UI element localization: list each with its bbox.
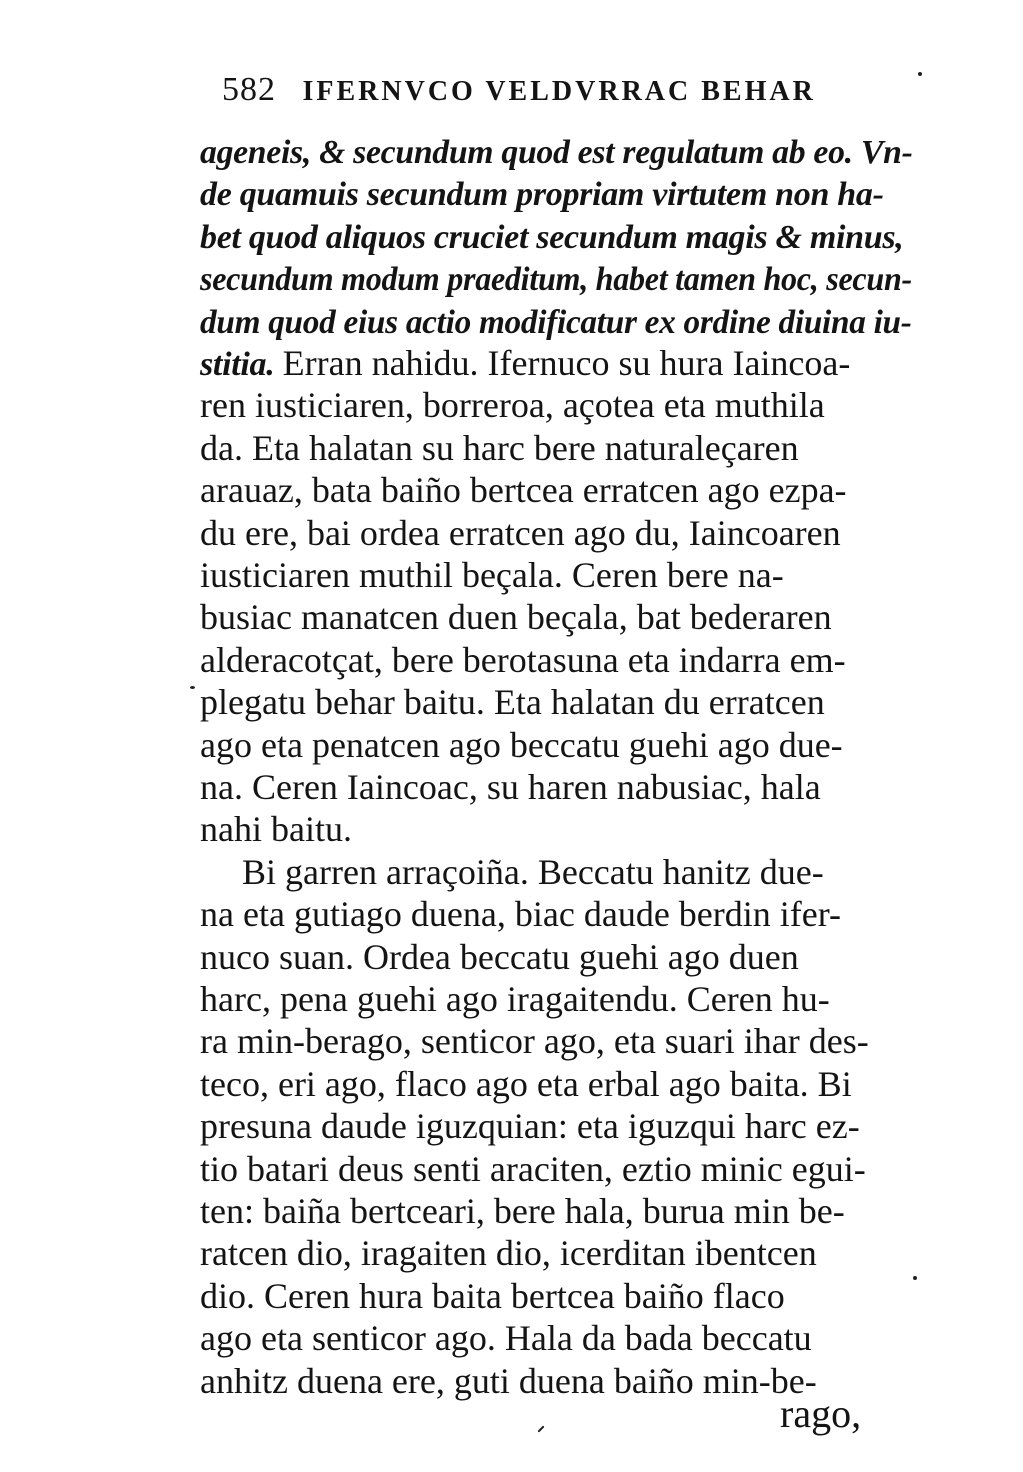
text-line	[200, 594, 832, 640]
text-line	[200, 1103, 860, 1149]
text-line	[200, 806, 352, 852]
text-line	[200, 1273, 785, 1319]
basque-text: busiac manatcen duen beçala, bat bederaren	[200, 597, 832, 638]
text-line	[200, 1315, 812, 1361]
basque-text: ra min-berago, senticor ago, eta suari ihar des-	[200, 1021, 869, 1062]
text-line	[200, 382, 825, 428]
basque-text: anhitz duena ere, guti duena baiño min-be-	[200, 1360, 817, 1401]
catchword: rago,	[780, 1391, 862, 1436]
basque-text: ago eta penatcen ago beccatu guehi ago due-	[200, 724, 843, 765]
basque-text: harc, pena guehi ago iragaitendu. Ceren hu-	[200, 979, 830, 1019]
running-head: IFERNVCO VELDVRRAC BEHAR	[302, 76, 816, 107]
basque-text: ratcen dio, iragaiten dio, icerditan ibentcen	[200, 1233, 817, 1274]
page-header	[222, 70, 912, 112]
basque-text: nuco suan. Ordea beccatu guehi ago duen	[200, 936, 799, 977]
text-line	[200, 1358, 817, 1404]
text-line	[200, 722, 843, 768]
basque-text: alderacotçat, bere berotasuna eta indarra em-	[200, 639, 846, 680]
text-line	[200, 1061, 852, 1107]
text-line	[200, 255, 912, 301]
text-line	[200, 637, 846, 683]
print-speck	[537, 1425, 544, 1432]
text-line	[200, 764, 821, 810]
text-line	[200, 128, 913, 174]
basque-text: iusticiaren muthil beçala. Ceren bere na-	[200, 555, 784, 595]
latin-text: dum quod eius actio modificatur ex ordine diuina iu-	[200, 303, 912, 341]
text-line	[200, 467, 847, 513]
basque-text: Erran nahidu. Ifernuco su hura Iaincoa-	[282, 343, 851, 383]
text-line	[200, 1188, 845, 1234]
text-line	[200, 298, 912, 344]
basque-text: Bi garren arraçoiña. Beccatu hanitz due-	[242, 851, 824, 892]
text-line	[200, 679, 825, 725]
text-line	[242, 849, 824, 895]
text-line	[200, 1018, 869, 1064]
basque-text: teco, eri ago, flaco ago eta erbal ago baita. Bi	[200, 1063, 852, 1104]
basque-text: plegatu behar baitu. Eta halatan du erratcen	[200, 682, 825, 723]
latin-text: bet quod aliquos cruciet secundum magis & minus,	[200, 218, 904, 256]
latin-text: stitia.	[200, 346, 283, 383]
text-line	[200, 552, 784, 598]
latin-text: ageneis, & secundum quod est regulatum ab eo. Vn-	[200, 134, 913, 171]
basque-text: na eta gutiago duena, biac daude berdin ifer-	[200, 894, 841, 935]
text-line	[200, 170, 884, 216]
text-line	[200, 1230, 817, 1276]
basque-text: presuna daude iguzquian: eta iguzqui harc ez-	[200, 1106, 860, 1147]
latin-text: de quamuis secundum propriam virtutem non ha-	[200, 176, 884, 214]
print-speck	[190, 686, 195, 689]
print-speck	[913, 1276, 917, 1280]
basque-text: dio. Ceren hura baita bertcea baiño flaco	[200, 1275, 785, 1316]
basque-text: tio batari deus senti araciten, eztio minic egui-	[200, 1148, 866, 1189]
text-line	[200, 425, 799, 471]
basque-text: ago eta senticor ago. Hala da bada beccatu	[200, 1318, 812, 1359]
basque-text: ren iusticiaren, borreroa, açotea eta muthila	[200, 385, 825, 426]
page-number: 582	[222, 71, 276, 108]
text-line	[200, 510, 841, 556]
print-speck	[918, 72, 922, 76]
text-line	[200, 340, 850, 386]
text-line	[200, 213, 904, 259]
basque-text: nahi baitu.	[200, 809, 352, 850]
basque-text: na. Ceren Iaincoac, su haren nabusiac, hala	[200, 767, 821, 807]
text-line	[200, 934, 799, 980]
text-line	[200, 1146, 866, 1192]
latin-text: secundum modum praeditum, habet tamen hoc, secun-	[200, 261, 912, 299]
basque-text: du ere, bai ordea erratcen ago du, Iaincoaren	[200, 512, 841, 553]
text-line	[200, 976, 830, 1022]
basque-text: ten: baiña bertceari, bere hala, burua min be-	[200, 1191, 845, 1231]
text-line	[200, 891, 841, 937]
basque-text: arauaz, bata baiño bertcea erratcen ago ezpa-	[200, 470, 847, 511]
basque-text: da. Eta halatan su harc bere naturaleçaren	[200, 427, 799, 468]
